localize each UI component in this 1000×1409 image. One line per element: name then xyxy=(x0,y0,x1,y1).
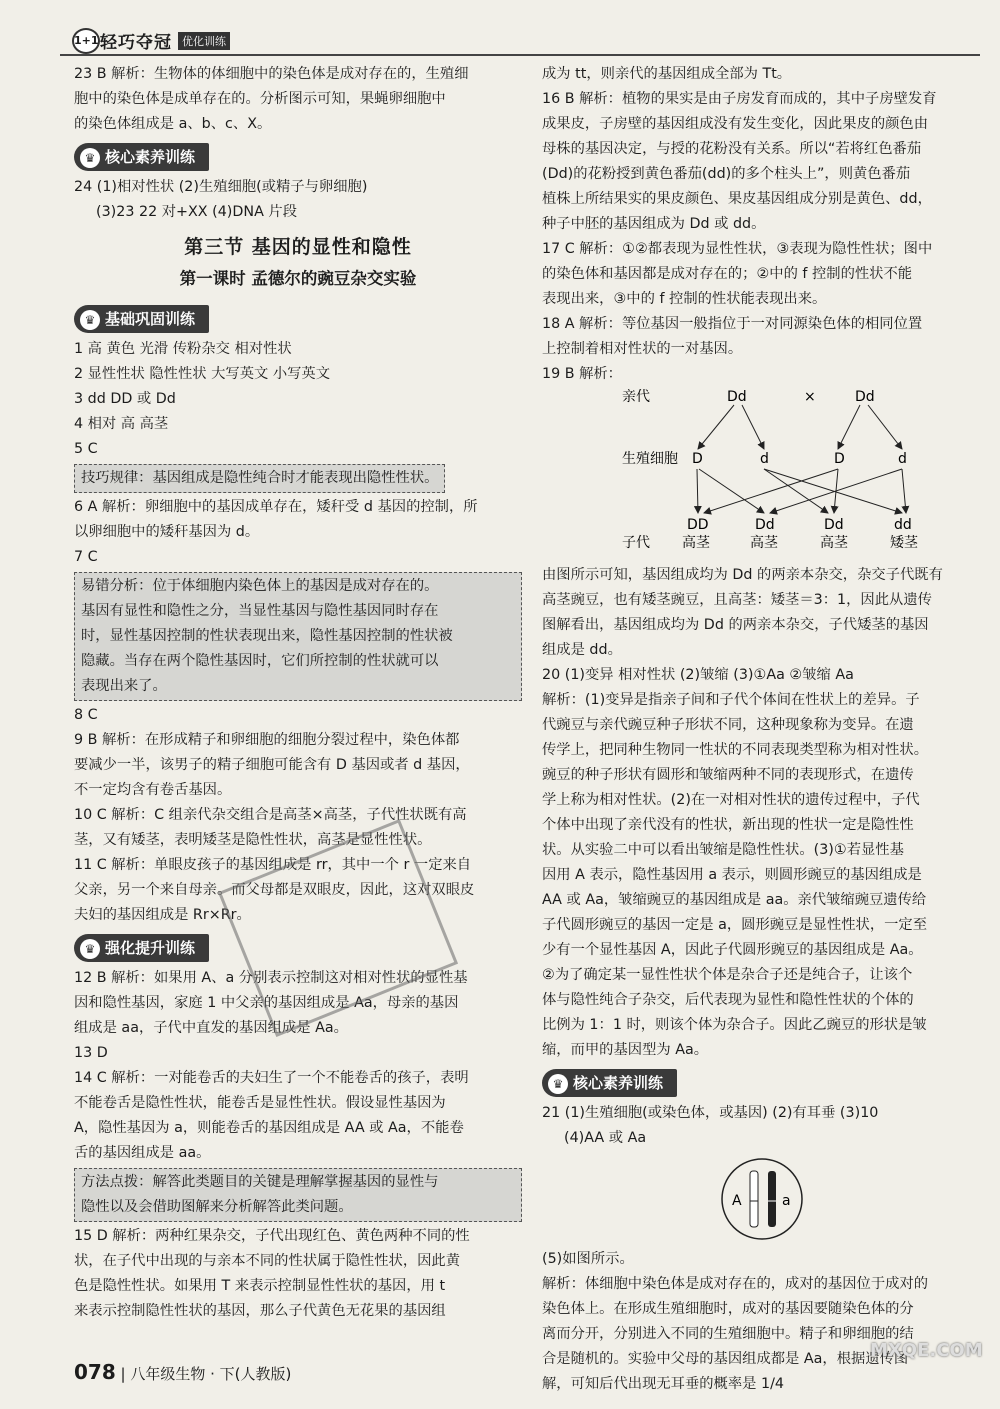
answer-21: 21 (1)生殖细胞(或染色体，或基因) (2)有耳垂 (3)10 (4)AA 或 Aa xyxy=(542,1105,879,1146)
section-heading: ♛ 核心素养训练 xyxy=(542,1069,677,1097)
answer-13: 13 D xyxy=(74,1045,108,1061)
page-number: 078 xyxy=(74,1360,116,1384)
answer-15: 15 D 解析：两种红果杂交，子代出现红色、黄色两种不同的性 状，在子代中出现的与亲本不同的性状属于隐性性状，因此黄 色是隐性性状。如果用 T 来表示控制显性性状的基因，用 t 来表示控制隐性性状的基因，那么子代黄色无花果的基因组 xyxy=(74,1228,470,1319)
answer-12: 12 B 解析：如果用 A、a 分别表示控制这对相对性状的显性基 因和隐性基因，家庭 1 中父亲的基因组成是 Aa，母亲的基因 组成是 aa，子代中直发的基因组成是 Aa。 xyxy=(74,970,468,1036)
footer-divider: | xyxy=(120,1365,126,1383)
offspring-trait-1: 高茎 xyxy=(682,535,710,551)
section-heading: ♛ 基础巩固训练 xyxy=(74,305,209,333)
book-title: 八年级生物 · 下(人教版) xyxy=(130,1365,292,1383)
parent-1: Dd xyxy=(727,389,747,405)
answer-9: 9 B 解析：在形成精子和卵细胞的细胞分裂过程中，染色体都 要减少一半，该男子的精子细胞可能含有 D 基因或者 d 基因， 不一定均含有卷舌基因。 xyxy=(74,732,470,798)
offspring-genotype-1: DD xyxy=(687,517,709,533)
parent-2: Dd xyxy=(855,389,875,405)
page-header xyxy=(60,26,980,56)
crown-icon: ♛ xyxy=(80,148,100,168)
offspring-trait-3: 高茎 xyxy=(820,535,848,551)
gamete-label: 生殖细胞 xyxy=(622,451,678,467)
right-column xyxy=(542,62,974,1397)
answer-18: 18 A 解析：等位基因一般指位于一对同源染色体的相同位置 上控制着相对性状的一对基因。 xyxy=(542,316,923,357)
brand-name: 轻巧夺冠 xyxy=(100,33,172,53)
offspring-genotype-2: Dd xyxy=(755,517,775,533)
brand-logo-icon: 1+1 xyxy=(72,28,100,54)
offspring-genotype-3: Dd xyxy=(824,517,844,533)
gamete-4: d xyxy=(898,451,907,467)
gamete-2: d xyxy=(760,451,769,467)
brand-subtitle: 优化训练 xyxy=(178,32,230,50)
offspring-label: 子代 xyxy=(622,535,650,551)
left-column xyxy=(74,62,522,1324)
genetic-cross-diagram xyxy=(542,389,974,559)
answer-19-explanation: 由图所示可知，基因组成均为 Dd 的两亲本杂交，杂交子代既有 高茎豌豆，也有矮茎豌豆，且高茎：矮茎＝3：1，因此从遗传 图解看出，基因组成均为 Dd 的两亲本杂交，子代矮茎的基因 组成是 dd。 xyxy=(542,567,943,658)
crown-icon: ♛ xyxy=(80,310,100,330)
answer-6: 6 A 解析：卵细胞中的基因成单存在，矮秆受 d 基因的控制，所 以卵细胞中的矮秆基因为 d。 xyxy=(74,499,478,540)
answer-8: 8 C xyxy=(74,707,98,723)
method-tip-box: 方法点拨：解答此类题目的关键是理解掌握基因的显性与 隐性以及会借助图解来分析解答此类问题。 xyxy=(74,1168,522,1222)
answer-21-explanation: (5)如图所示。 解析：体细胞中染色体是成对存在的，成对的基因位于成对的 染色体上。在形成生殖细胞时，成对的基因要随染色体的分 离而分开，分别进入不同的生殖细胞中。精子和卵细胞的结 合是随机的。实验中父母的基因组成都是 Aa，根据遗传图 解，可知后代出现无耳垂的概率是 1/4 xyxy=(542,1251,929,1392)
answer-16: 16 B 解析：植物的果实是由子房发育而成的，其中子房壁发育 成果皮，子房壁的基因组成没有发生变化，因此果皮的颜色由 母株的基因决定，与授的花粉没有关系。所以“若将红色番茄 (Dd)的花粉授到黄色番茄(dd)的多个柱头上”，则黄色番茄 植株上所结果实的果皮颜色、果皮基因组成分别是黄色、dd， 种子中胚的基因组成为 Dd 或 dd。 xyxy=(542,91,937,232)
gene-label-recessive: a xyxy=(782,1193,791,1209)
answer-23: 23 B 解析：生物体的体细胞中的染色体是成对存在的，生殖细 胞中的染色体是成单存在的。分析图示可知，果蝇卵细胞中 的染色体组成是 a、b、c、X。 xyxy=(74,66,469,132)
answer-14: 14 C 解析：一对能卷舌的夫妇生了一个不能卷舌的孩子，表明 不能卷舌是隐性性状，能卷舌是显性性状。假设显性基因为 A，隐性基因为 a，则能卷舌的基因组成是 AA 或 Aa，不能卷 舌的基因组成是 aa。 xyxy=(74,1070,469,1161)
answer-10: 10 C 解析：C 组亲代杂交组合是高茎×高茎，子代性状既有高 茎，又有矮茎，表明矮茎是隐性性状，高茎是显性性状。 xyxy=(74,807,467,848)
crown-icon: ♛ xyxy=(548,1074,568,1094)
gamete-1: D xyxy=(692,451,703,467)
section-heading: ♛ 强化提升训练 xyxy=(74,934,209,962)
answer-19: 19 B 解析： xyxy=(542,366,622,382)
answer-20: 20 (1)变异 相对性状 (2)皱缩 (3)①Aa ②皱缩 Aa 解析：(1)变异是指亲子间和子代个体间在性状上的差异。子 代豌豆与亲代豌豆种子形状不同，这种现象称为变异。在遗 传学上，把同种生物同一性状的不同表现类型称为相对性状。 豌豆的种子形状有圆形和皱缩两种不同的表现形式，在遗传 学上称为相对性状。(2)在一对相对性状的遗传过程中，子代 个体中出现了亲代没有的性状，新出现的性状一定是隐性性 状。从实验二中可以看出皱缩是隐性性状。(3)①若显性基 因用 A 表示，隐性基因用 a 表示，则圆形豌豆的基因组成是 AA 或 Aa，皱缩豌豆的基因组成是 aa。亲代皱缩豌豆遗传给 子代圆形豌豆的基因一定是 a，圆形豌豆是显性性状，一定至 少有一个显性基因 A，因此子代圆形豌豆的基因组成是 Aa。 ②为了确定某一显性性状个体是杂合子还是纯合子，让该个 体与隐性纯合子杂交，后代表现为显性和隐性性状的个体的 比例为 1：1 时，则该个体为杂合子。因此乙豌豆的形状是皱 缩，而甲的基因型为 Aa。 xyxy=(542,667,929,1058)
answer-11: 11 C 解析：单眼皮孩子的基因组成是 rr，其中一个 r 一定来自 父亲，另一个来自母亲。而父母都是双眼皮，因此，这对双眼皮 夫妇的基因组成是 Rr×Rr。 xyxy=(74,857,475,923)
parent-label: 亲代 xyxy=(622,389,650,405)
cross-symbol: × xyxy=(804,389,816,405)
answer-17: 17 C 解析：①②都表现为显性性状，③表现为隐性性状；图中 的染色体和基因都是成对存在的；②中的 f 控制的性状不能 表现出来，③中的 f 控制的性状能表现出来。 xyxy=(542,241,933,307)
offspring-trait-4: 矮茎 xyxy=(890,535,918,551)
chromosome-figure xyxy=(542,1155,974,1243)
chromosome-black xyxy=(768,1171,776,1227)
lesson-title: 第一课时 孟德尔的豌豆杂交实验 xyxy=(179,269,417,288)
offspring-genotype-4: dd xyxy=(894,517,912,533)
answer-24: 24 (1)相对性状 (2)生殖细胞(或精子与卵细胞) (3)23 22 对+XX (4)DNA 片段 xyxy=(74,179,368,220)
gene-label-dominant: A xyxy=(732,1193,742,1209)
answer-7: 7 C xyxy=(74,549,98,565)
section-heading: ♛ 核心素养训练 xyxy=(74,143,209,171)
answer-15-cont: 成为 tt，则亲代的基因组成全部为 Tt。 xyxy=(542,66,792,82)
page-footer xyxy=(74,1360,291,1384)
cross-diagram-svg xyxy=(542,389,974,559)
chromosome-white xyxy=(750,1171,758,1227)
gamete-3: D xyxy=(834,451,845,467)
tip-box: 技巧规律：基因组成是隐性纯合时才能表现出隐性性状。 xyxy=(74,464,445,493)
watermark: MXQE.COM xyxy=(870,1340,983,1361)
offspring-trait-2: 高茎 xyxy=(750,535,778,551)
crown-icon: ♛ xyxy=(80,939,100,959)
basic-answers: 1 高 黄色 光滑 传粉杂交 相对性状 2 显性性状 隐性性状 大写英文 小写英文 3 dd DD 或 Dd 4 相对 高 高茎 5 C xyxy=(74,341,331,457)
section-title: 第三节 基因的显性和隐性 xyxy=(184,236,412,258)
error-analysis-box: 易错分析：位于体细胞内染色体上的基因是成对存在的。 基因有显性和隐性之分，当显性基因与隐性基因同时存在 时，显性基因控制的性状表现出来，隐性基因控制的性状被 隐藏。当存在两个隐性基因时，它们所控制的性状就可以 表现出来了。 xyxy=(74,572,522,701)
